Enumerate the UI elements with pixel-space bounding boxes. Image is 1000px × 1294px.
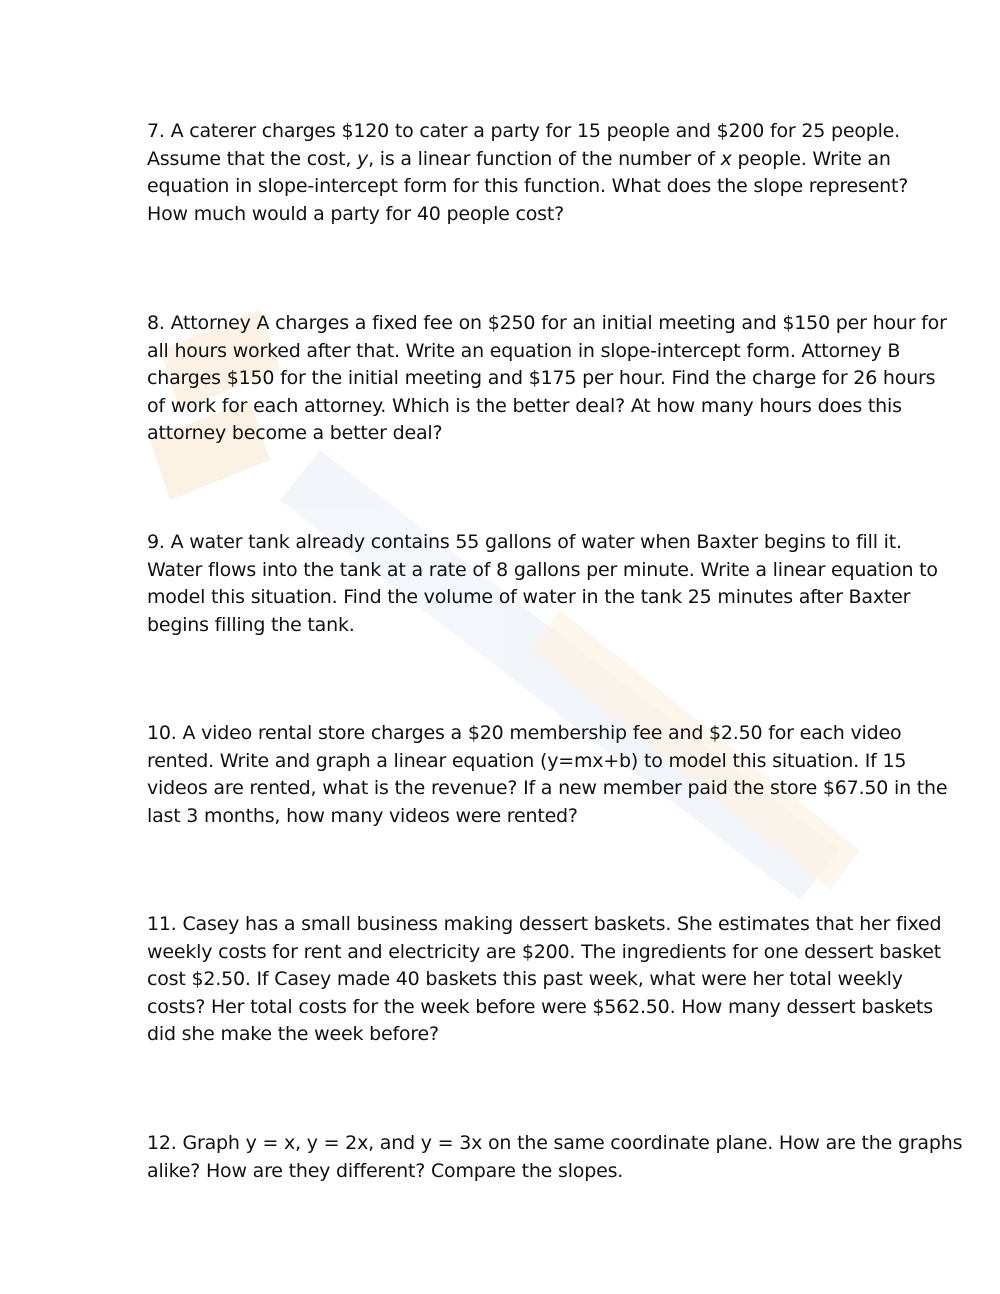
problem-8 [147, 310, 962, 448]
problem-7 [147, 118, 962, 228]
problem-7-line-2-text-a: Assume that the cost, [147, 147, 358, 170]
problem-11-line-5: did she make the week before? [147, 1023, 439, 1045]
problem-10-line-4: last 3 months, how many videos were rented? [147, 804, 578, 827]
problem-7-line-1: 7. A caterer charges $120 to cater a party for 15 people and $200 for 25 people. [147, 120, 901, 142]
problem-10-line-1: 10. A video rental store charges a $20 membership fee and $2.50 for each video [147, 722, 902, 744]
problem-7-line-2-text-c: people. Write an [731, 147, 891, 170]
problem-11-line-4: costs? Her total costs for the week before were $562.50. How many dessert baskets [147, 995, 933, 1018]
variable-y: y [357, 147, 369, 170]
problem-11 [147, 911, 962, 1049]
problem-10-line-2: rented. Write and graph a linear equation (y=mx+b) to model this situation. If 15 [147, 749, 907, 772]
problem-9-line-1: 9. A water tank already contains 55 gallons of water when Baxter begins to fill it. [147, 531, 902, 553]
problem-11-line-3: cost $2.50. If Casey made 40 baskets this past week, what were her total weekly [147, 968, 903, 990]
problem-12-line-1: 12. Graph y = x, y = 2x, and y = 3x on the same coordinate plane. How are the graphs [147, 1132, 963, 1154]
problem-11-line-1: 11. Casey has a small business making dessert baskets. She estimates that her fixed [147, 913, 942, 935]
problem-7-line-4: How much would a party for 40 people cost? [147, 202, 565, 225]
problem-10-line-3: videos are rented, what is the revenue? If a new member paid the store $67.50 in the [147, 777, 948, 799]
variable-x: x [720, 147, 732, 170]
problem-10 [147, 720, 962, 830]
problem-7-line-2 [147, 146, 962, 174]
problem-7-line-3: equation in slope-intercept form for this function. What does the slope represent? [147, 175, 909, 197]
problem-11-line-2: weekly costs for rent and electricity are $200. The ingredients for one dessert basket [147, 940, 941, 963]
problem-7-line-2-text-b: , is a linear function of the number of [368, 147, 721, 170]
problem-8-line-5: attorney become a better deal? [147, 422, 443, 444]
problem-12 [147, 1130, 962, 1185]
problem-12-line-2: alike? How are they different? Compare the slopes. [147, 1159, 624, 1182]
problem-8-line-4: of work for each attorney. Which is the better deal? At how many hours does this [147, 394, 902, 417]
problem-9 [147, 529, 962, 639]
problem-8-line-3: charges $150 for the initial meeting and $175 per hour. Find the charge for 26 hours [147, 367, 936, 389]
problem-8-line-2: all hours worked after that. Write an equation in slope-intercept form. Attorney B [147, 339, 901, 362]
problem-8-line-1: 8. Attorney A charges a fixed fee on $250 for an initial meeting and $150 per hour for [147, 312, 947, 334]
problem-9-line-2: Water flows into the tank at a rate of 8 gallons per minute. Write a linear equation to [147, 558, 938, 581]
problem-9-line-3: model this situation. Find the volume of water in the tank 25 minutes after Baxter [147, 586, 911, 608]
problem-9-line-4: begins filling the tank. [147, 613, 355, 636]
